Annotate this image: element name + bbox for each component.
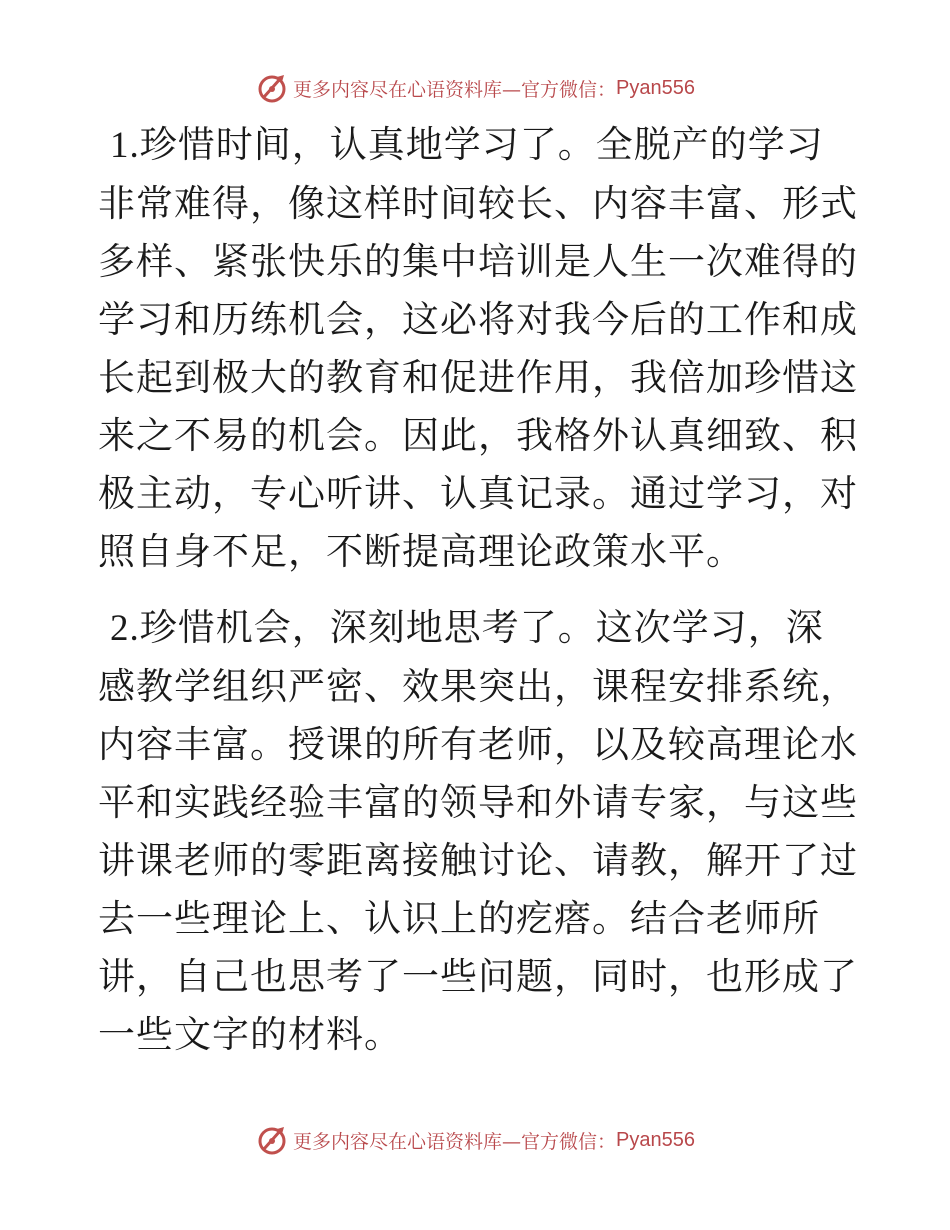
pen-logo-icon xyxy=(255,71,289,105)
footer-watermark-banner xyxy=(0,1120,950,1160)
banner-wechat-id: Pyan556 xyxy=(616,76,695,99)
paragraph-1 xyxy=(98,116,858,581)
paragraph-1-text: 珍惜时间，认真地学习了。全脱产的学习非常难得，像这样时间较长、内容丰富、形式多样、紧张快乐的集中培训是人生一次难得的学习和历练机会，这必将对我今后的工作和成长起到极大的教育和促进作用，我倍加珍惜这来之不易的机会。因此，我格外认真细致、积极主动，专心听讲、认真记录。通过学习，对照自身不足，不断提高理论政策水平。 xyxy=(98,123,858,573)
banner-text: 更多内容尽在心语资料库—官方微信： xyxy=(293,78,617,101)
paragraph-2-number: 2. xyxy=(110,608,140,649)
header-watermark-banner xyxy=(0,68,950,108)
paragraph-1-number: 1. xyxy=(110,125,140,166)
banner-text: 更多内容尽在心语资料库—官方微信： xyxy=(293,1130,617,1153)
paragraph-2 xyxy=(98,599,858,1064)
document-body xyxy=(98,116,858,1064)
banner-wechat-id: Pyan556 xyxy=(616,1128,695,1151)
pen-logo-icon xyxy=(255,1123,289,1157)
paragraph-2-text: 珍惜机会，深刻地思考了。这次学习，深感教学组织严密、效果突出，课程安排系统，内容丰富。授课的所有老师，以及较高理论水平和实践经验丰富的领导和外请专家，与这些讲课老师的零距离接触讨论、请教，解开了过去一些理论上、认识上的疙瘩。结合老师所讲，自己也思考了一些问题，同时，也形成了一些文字的材料。 xyxy=(98,606,858,1056)
